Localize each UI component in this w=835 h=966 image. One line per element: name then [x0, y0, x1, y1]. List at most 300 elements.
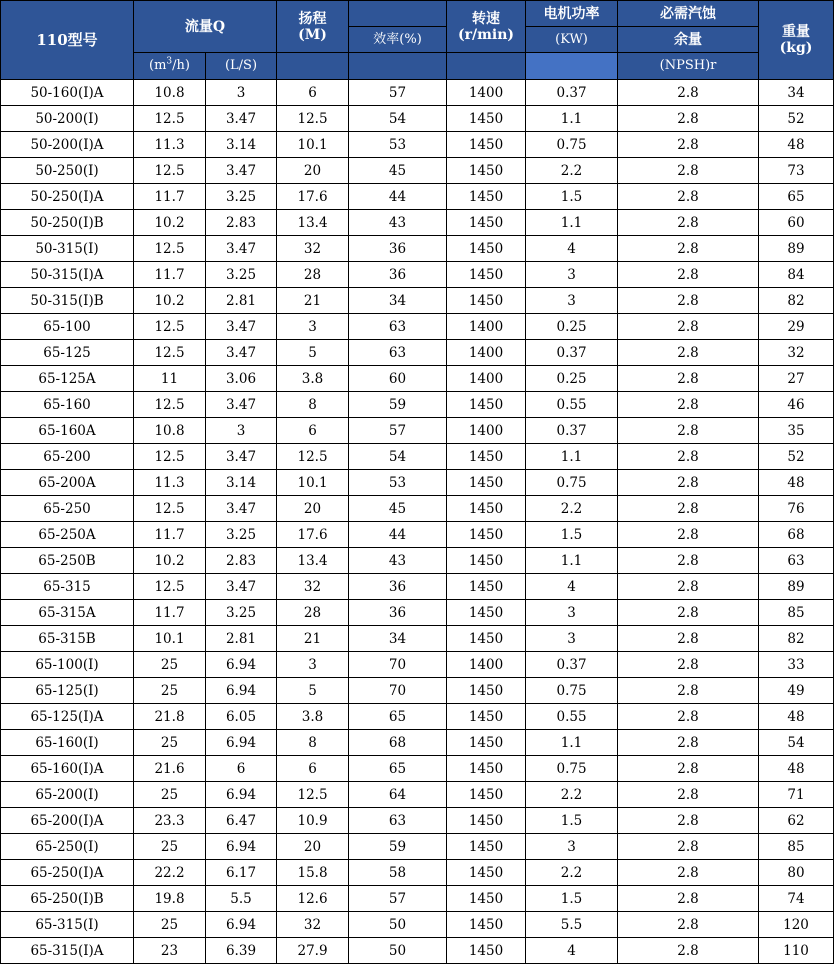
- weight-cell: 46: [759, 392, 834, 418]
- head-cell: 6: [277, 418, 349, 444]
- header-npsh-unit: (NPSH)r: [618, 53, 759, 80]
- efficiency-cell: 50: [349, 938, 447, 964]
- head-cell: 5: [277, 340, 349, 366]
- weight-cell: 54: [759, 730, 834, 756]
- speed-cell: 1400: [447, 80, 526, 106]
- flow-ls-cell: 2.81: [206, 288, 277, 314]
- flow-ls-cell: 3.47: [206, 158, 277, 184]
- weight-cell: 73: [759, 158, 834, 184]
- npsh-cell: 2.8: [618, 782, 759, 808]
- weight-cell: 52: [759, 444, 834, 470]
- power-cell: 2.2: [526, 860, 618, 886]
- flow-ls-cell: 3.47: [206, 314, 277, 340]
- table-row: [1, 262, 834, 288]
- header-power-blank: [526, 53, 618, 80]
- model-cell: 50-315(I): [1, 236, 134, 262]
- efficiency-cell: 65: [349, 756, 447, 782]
- speed-cell: 1400: [447, 418, 526, 444]
- efficiency-cell: 43: [349, 548, 447, 574]
- flow-ls-cell: 6.05: [206, 704, 277, 730]
- efficiency-cell: 60: [349, 366, 447, 392]
- model-cell: 65-250(I)A: [1, 860, 134, 886]
- flow-m3h-cell: 22.2: [134, 860, 206, 886]
- power-cell: 1.1: [526, 210, 618, 236]
- model-cell: 65-315A: [1, 600, 134, 626]
- table-row: [1, 600, 834, 626]
- power-cell: 1.1: [526, 106, 618, 132]
- power-cell: 0.75: [526, 470, 618, 496]
- header-flow-unit-ls: (L/S): [206, 53, 277, 80]
- flow-ls-cell: 6.94: [206, 652, 277, 678]
- weight-cell: 74: [759, 886, 834, 912]
- speed-cell: 1450: [447, 236, 526, 262]
- flow-ls-cell: 3.25: [206, 600, 277, 626]
- head-cell: 28: [277, 600, 349, 626]
- npsh-cell: 2.8: [618, 236, 759, 262]
- model-cell: 65-200A: [1, 470, 134, 496]
- header-head-label: 扬程: [298, 10, 327, 27]
- efficiency-cell: 70: [349, 678, 447, 704]
- power-cell: 0.75: [526, 132, 618, 158]
- flow-m3h-cell: 10.1: [134, 626, 206, 652]
- flow-m3h-cell: 11.7: [134, 262, 206, 288]
- efficiency-cell: 57: [349, 80, 447, 106]
- table-row: [1, 314, 834, 340]
- head-cell: 3.8: [277, 704, 349, 730]
- table-row: [1, 392, 834, 418]
- flow-unit-sup: 3: [166, 56, 173, 67]
- npsh-cell: 2.8: [618, 210, 759, 236]
- npsh-cell: 2.8: [618, 730, 759, 756]
- power-cell: 1.1: [526, 548, 618, 574]
- model-cell: 65-160(I): [1, 730, 134, 756]
- head-cell: 32: [277, 236, 349, 262]
- header-npsh-line1: 必需汽蚀: [618, 1, 759, 27]
- npsh-cell: 2.8: [618, 470, 759, 496]
- weight-cell: 48: [759, 132, 834, 158]
- table-row: [1, 366, 834, 392]
- npsh-cell: 2.8: [618, 288, 759, 314]
- npsh-cell: 2.8: [618, 184, 759, 210]
- model-cell: 65-315: [1, 574, 134, 600]
- head-cell: 21: [277, 288, 349, 314]
- flow-ls-cell: 3.25: [206, 262, 277, 288]
- flow-m3h-cell: 10.8: [134, 80, 206, 106]
- weight-cell: 120: [759, 912, 834, 938]
- power-cell: 3: [526, 834, 618, 860]
- weight-cell: 71: [759, 782, 834, 808]
- flow-m3h-cell: 10.2: [134, 210, 206, 236]
- flow-ls-cell: 3.25: [206, 522, 277, 548]
- flow-m3h-cell: 21.8: [134, 704, 206, 730]
- table-row: [1, 132, 834, 158]
- model-cell: 65-250(I)B: [1, 886, 134, 912]
- flow-m3h-cell: 25: [134, 652, 206, 678]
- table-row: [1, 782, 834, 808]
- header-power: 电机功率: [526, 1, 618, 27]
- npsh-cell: 2.8: [618, 860, 759, 886]
- model-cell: 65-160A: [1, 418, 134, 444]
- head-cell: 10.1: [277, 132, 349, 158]
- efficiency-cell: 54: [349, 106, 447, 132]
- power-cell: 4: [526, 236, 618, 262]
- weight-cell: 29: [759, 314, 834, 340]
- table-row: [1, 912, 834, 938]
- table-row: [1, 418, 834, 444]
- power-cell: 3: [526, 600, 618, 626]
- table-row: [1, 184, 834, 210]
- power-cell: 4: [526, 574, 618, 600]
- speed-cell: 1450: [447, 288, 526, 314]
- flow-ls-cell: 3: [206, 80, 277, 106]
- flow-m3h-cell: 11.3: [134, 470, 206, 496]
- weight-cell: 34: [759, 80, 834, 106]
- model-cell: 65-125(I)A: [1, 704, 134, 730]
- model-cell: 50-250(I)B: [1, 210, 134, 236]
- flow-ls-cell: 3.47: [206, 236, 277, 262]
- efficiency-cell: 34: [349, 626, 447, 652]
- npsh-cell: 2.8: [618, 106, 759, 132]
- flow-ls-cell: 3.47: [206, 496, 277, 522]
- efficiency-cell: 64: [349, 782, 447, 808]
- flow-m3h-cell: 11.3: [134, 132, 206, 158]
- power-cell: 1.5: [526, 808, 618, 834]
- speed-cell: 1450: [447, 626, 526, 652]
- flow-ls-cell: 6.94: [206, 730, 277, 756]
- weight-cell: 89: [759, 574, 834, 600]
- head-cell: 3.8: [277, 366, 349, 392]
- flow-m3h-cell: 12.5: [134, 574, 206, 600]
- header-weight-unit: (kg): [779, 40, 813, 56]
- model-cell: 65-160: [1, 392, 134, 418]
- flow-m3h-cell: 25: [134, 678, 206, 704]
- head-cell: 17.6: [277, 184, 349, 210]
- efficiency-cell: 36: [349, 600, 447, 626]
- flow-m3h-cell: 19.8: [134, 886, 206, 912]
- speed-cell: 1450: [447, 678, 526, 704]
- speed-cell: 1450: [447, 730, 526, 756]
- table-row: [1, 158, 834, 184]
- model-cell: 50-250(I): [1, 158, 134, 184]
- flow-m3h-cell: 11.7: [134, 184, 206, 210]
- speed-cell: 1450: [447, 574, 526, 600]
- speed-cell: 1450: [447, 548, 526, 574]
- power-cell: 1.5: [526, 184, 618, 210]
- header-model: 110型号: [1, 1, 134, 80]
- efficiency-cell: 59: [349, 392, 447, 418]
- efficiency-cell: 43: [349, 210, 447, 236]
- model-cell: 65-200: [1, 444, 134, 470]
- power-cell: 0.37: [526, 418, 618, 444]
- table-row: [1, 444, 834, 470]
- efficiency-cell: 53: [349, 132, 447, 158]
- npsh-cell: 2.8: [618, 938, 759, 964]
- efficiency-cell: 54: [349, 444, 447, 470]
- head-cell: 21: [277, 626, 349, 652]
- flow-ls-cell: 6.17: [206, 860, 277, 886]
- table-row: [1, 288, 834, 314]
- weight-cell: 65: [759, 184, 834, 210]
- model-cell: 65-315(I): [1, 912, 134, 938]
- table-row: [1, 548, 834, 574]
- power-cell: 0.37: [526, 340, 618, 366]
- header-efficiency-top: [349, 1, 447, 27]
- flow-ls-cell: 2.81: [206, 626, 277, 652]
- header-npsh-line2: 余量: [618, 27, 759, 53]
- speed-cell: 1450: [447, 522, 526, 548]
- weight-cell: 85: [759, 600, 834, 626]
- table-row: [1, 886, 834, 912]
- speed-cell: 1450: [447, 184, 526, 210]
- npsh-cell: 2.8: [618, 80, 759, 106]
- header-speed-label: 转速: [472, 10, 501, 27]
- efficiency-cell: 45: [349, 158, 447, 184]
- flow-ls-cell: 3.14: [206, 132, 277, 158]
- flow-m3h-cell: 12.5: [134, 106, 206, 132]
- speed-cell: 1450: [447, 808, 526, 834]
- efficiency-cell: 57: [349, 886, 447, 912]
- flow-m3h-cell: 12.5: [134, 158, 206, 184]
- model-cell: 65-200(I)A: [1, 808, 134, 834]
- flow-ls-cell: 3.06: [206, 366, 277, 392]
- flow-ls-cell: 3.47: [206, 574, 277, 600]
- npsh-cell: 2.8: [618, 678, 759, 704]
- flow-m3h-cell: 12.5: [134, 314, 206, 340]
- speed-cell: 1400: [447, 366, 526, 392]
- power-cell: 3: [526, 262, 618, 288]
- weight-cell: 49: [759, 678, 834, 704]
- speed-cell: 1450: [447, 860, 526, 886]
- model-cell: 50-315(I)B: [1, 288, 134, 314]
- head-cell: 8: [277, 730, 349, 756]
- head-cell: 13.4: [277, 548, 349, 574]
- power-cell: 0.37: [526, 80, 618, 106]
- power-cell: 0.55: [526, 392, 618, 418]
- table-row: [1, 756, 834, 782]
- weight-cell: 62: [759, 808, 834, 834]
- flow-ls-cell: 3: [206, 418, 277, 444]
- speed-cell: 1450: [447, 912, 526, 938]
- efficiency-cell: 53: [349, 470, 447, 496]
- flow-ls-cell: 3.47: [206, 106, 277, 132]
- model-cell: 50-200(I)A: [1, 132, 134, 158]
- power-cell: 3: [526, 626, 618, 652]
- table-row: [1, 496, 834, 522]
- head-cell: 6: [277, 756, 349, 782]
- head-cell: 28: [277, 262, 349, 288]
- flow-ls-cell: 6.94: [206, 782, 277, 808]
- head-cell: 32: [277, 574, 349, 600]
- table-row: [1, 80, 834, 106]
- power-cell: 0.75: [526, 678, 618, 704]
- model-cell: 50-250(I)A: [1, 184, 134, 210]
- speed-cell: 1450: [447, 756, 526, 782]
- power-cell: 4: [526, 938, 618, 964]
- speed-cell: 1450: [447, 834, 526, 860]
- efficiency-cell: 59: [349, 834, 447, 860]
- efficiency-cell: 50: [349, 912, 447, 938]
- weight-cell: 48: [759, 704, 834, 730]
- speed-cell: 1450: [447, 262, 526, 288]
- flow-m3h-cell: 10.8: [134, 418, 206, 444]
- header-weight-label: 重量: [782, 24, 811, 40]
- weight-cell: 48: [759, 470, 834, 496]
- flow-m3h-cell: 21.6: [134, 756, 206, 782]
- efficiency-cell: 58: [349, 860, 447, 886]
- head-cell: 3: [277, 314, 349, 340]
- power-cell: 0.37: [526, 652, 618, 678]
- flow-m3h-cell: 10.2: [134, 288, 206, 314]
- header-head: [277, 1, 349, 53]
- table-row: [1, 704, 834, 730]
- efficiency-cell: 68: [349, 730, 447, 756]
- efficiency-cell: 44: [349, 522, 447, 548]
- flow-ls-cell: 5.5: [206, 886, 277, 912]
- npsh-cell: 2.8: [618, 158, 759, 184]
- power-cell: 2.2: [526, 158, 618, 184]
- table-row: [1, 860, 834, 886]
- head-cell: 13.4: [277, 210, 349, 236]
- table-row: [1, 730, 834, 756]
- model-cell: 65-125(I): [1, 678, 134, 704]
- npsh-cell: 2.8: [618, 886, 759, 912]
- efficiency-cell: 36: [349, 236, 447, 262]
- npsh-cell: 2.8: [618, 548, 759, 574]
- weight-cell: 32: [759, 340, 834, 366]
- flow-ls-cell: 6.94: [206, 834, 277, 860]
- npsh-cell: 2.8: [618, 444, 759, 470]
- model-cell: 65-315B: [1, 626, 134, 652]
- table-row: [1, 678, 834, 704]
- head-cell: 20: [277, 834, 349, 860]
- npsh-cell: 2.8: [618, 366, 759, 392]
- model-cell: 65-315(I)A: [1, 938, 134, 964]
- flow-ls-cell: 2.83: [206, 548, 277, 574]
- power-cell: 2.2: [526, 496, 618, 522]
- power-cell: 0.25: [526, 314, 618, 340]
- table-row: [1, 938, 834, 964]
- model-cell: 65-250: [1, 496, 134, 522]
- header-flow: 流量Q: [134, 1, 277, 53]
- speed-cell: 1450: [447, 600, 526, 626]
- efficiency-cell: 44: [349, 184, 447, 210]
- npsh-cell: 2.8: [618, 392, 759, 418]
- weight-cell: 110: [759, 938, 834, 964]
- speed-cell: 1450: [447, 470, 526, 496]
- flow-ls-cell: 6.94: [206, 912, 277, 938]
- flow-m3h-cell: 23: [134, 938, 206, 964]
- efficiency-cell: 70: [349, 652, 447, 678]
- power-cell: 0.75: [526, 756, 618, 782]
- weight-cell: 84: [759, 262, 834, 288]
- efficiency-cell: 45: [349, 496, 447, 522]
- flow-ls-cell: 3.47: [206, 340, 277, 366]
- speed-cell: 1400: [447, 652, 526, 678]
- model-cell: 65-250(I): [1, 834, 134, 860]
- model-cell: 50-315(I)A: [1, 262, 134, 288]
- header-power-unit: (KW): [526, 27, 618, 53]
- flow-m3h-cell: 12.5: [134, 444, 206, 470]
- flow-m3h-cell: 12.5: [134, 392, 206, 418]
- head-cell: 20: [277, 158, 349, 184]
- head-cell: 10.1: [277, 470, 349, 496]
- power-cell: 5.5: [526, 912, 618, 938]
- weight-cell: 60: [759, 210, 834, 236]
- table-row: [1, 626, 834, 652]
- table-row: [1, 574, 834, 600]
- model-cell: 50-160(I)A: [1, 80, 134, 106]
- head-cell: 5: [277, 678, 349, 704]
- speed-cell: 1450: [447, 106, 526, 132]
- npsh-cell: 2.8: [618, 262, 759, 288]
- weight-cell: 85: [759, 834, 834, 860]
- power-cell: 0.55: [526, 704, 618, 730]
- speed-cell: 1450: [447, 704, 526, 730]
- model-cell: 65-200(I): [1, 782, 134, 808]
- npsh-cell: 2.8: [618, 756, 759, 782]
- power-cell: 1.5: [526, 522, 618, 548]
- npsh-cell: 2.8: [618, 340, 759, 366]
- npsh-cell: 2.8: [618, 496, 759, 522]
- header-efficiency: 效率(%): [349, 27, 447, 53]
- flow-unit-pre: (m: [149, 58, 167, 73]
- speed-cell: 1450: [447, 444, 526, 470]
- flow-m3h-cell: 12.5: [134, 496, 206, 522]
- speed-cell: 1450: [447, 132, 526, 158]
- speed-cell: 1450: [447, 158, 526, 184]
- head-cell: 12.5: [277, 106, 349, 132]
- flow-ls-cell: 6: [206, 756, 277, 782]
- model-cell: 65-125A: [1, 366, 134, 392]
- speed-cell: 1450: [447, 782, 526, 808]
- flow-m3h-cell: 11.7: [134, 522, 206, 548]
- power-cell: 3: [526, 288, 618, 314]
- weight-cell: 76: [759, 496, 834, 522]
- table-row: [1, 834, 834, 860]
- flow-m3h-cell: 12.5: [134, 340, 206, 366]
- header-flow-unit-m3h: [134, 53, 206, 80]
- weight-cell: 89: [759, 236, 834, 262]
- npsh-cell: 2.8: [618, 522, 759, 548]
- efficiency-cell: 63: [349, 340, 447, 366]
- flow-ls-cell: 2.83: [206, 210, 277, 236]
- weight-cell: 27: [759, 366, 834, 392]
- table-row: [1, 210, 834, 236]
- header-head-blank: [277, 53, 349, 80]
- npsh-cell: 2.8: [618, 704, 759, 730]
- speed-cell: 1400: [447, 314, 526, 340]
- npsh-cell: 2.8: [618, 652, 759, 678]
- npsh-cell: 2.8: [618, 314, 759, 340]
- npsh-cell: 2.8: [618, 574, 759, 600]
- efficiency-cell: 36: [349, 262, 447, 288]
- flow-m3h-cell: 12.5: [134, 236, 206, 262]
- speed-cell: 1450: [447, 886, 526, 912]
- model-cell: 65-100: [1, 314, 134, 340]
- table-row: [1, 340, 834, 366]
- head-cell: 27.9: [277, 938, 349, 964]
- header-head-unit: (M): [298, 26, 327, 43]
- flow-ls-cell: 6.94: [206, 678, 277, 704]
- head-cell: 12.5: [277, 782, 349, 808]
- model-cell: 65-125: [1, 340, 134, 366]
- flow-m3h-cell: 11: [134, 366, 206, 392]
- efficiency-cell: 57: [349, 418, 447, 444]
- weight-cell: 52: [759, 106, 834, 132]
- head-cell: 10.9: [277, 808, 349, 834]
- flow-ls-cell: 3.25: [206, 184, 277, 210]
- flow-m3h-cell: 11.7: [134, 600, 206, 626]
